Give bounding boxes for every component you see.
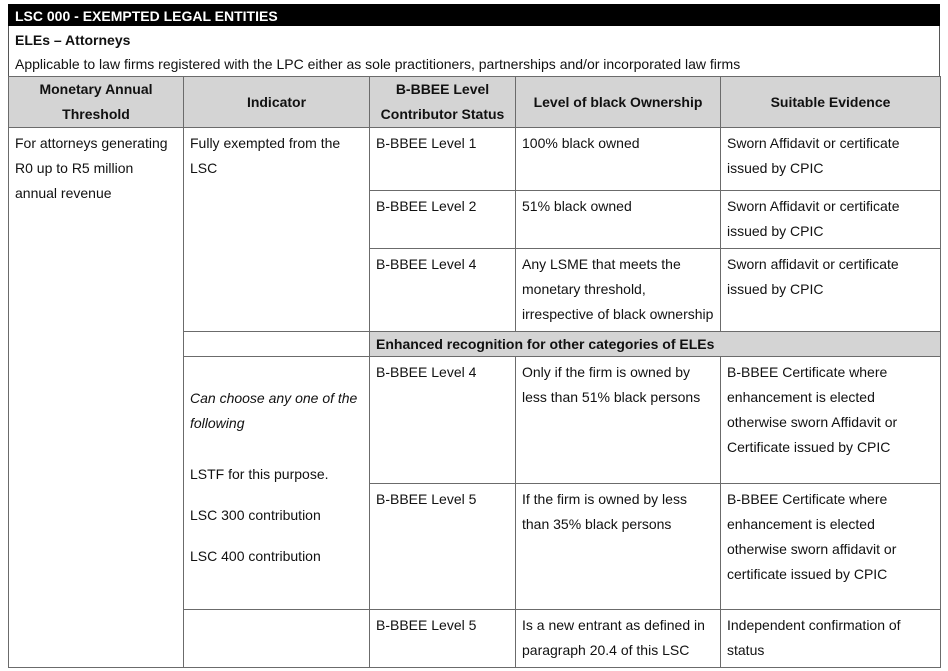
table-header-row: [9, 77, 941, 128]
enhanced-heading: Enhanced recognition for other categories of ELEs: [370, 332, 941, 357]
blank-cell: [184, 610, 370, 668]
evidence-cell: Sworn affidavit or certificate issued by CPIC: [721, 249, 941, 332]
ele-intro: [8, 26, 940, 76]
ownership-cell: Any LSME that meets the monetary threshold, irrespective of black ownership: [516, 249, 721, 332]
status-cell: B-BBEE Level 5: [370, 484, 516, 610]
document: [8, 4, 940, 668]
threshold-cell: For attorneys generating R0 up to R5 million annual revenue: [9, 128, 184, 668]
ele-table: [8, 76, 941, 668]
evidence-cell: B-BBEE Certificate where enhancement is elected otherwise sworn affidavit or certificate issued by CPIC: [721, 484, 941, 610]
status-cell: B-BBEE Level 4: [370, 249, 516, 332]
header-evidence: Suitable Evidence: [721, 77, 941, 128]
header-ownership: Level of black Ownership: [516, 77, 721, 128]
ownership-cell: 100% black owned: [516, 128, 721, 191]
table-row: [9, 128, 941, 191]
status-cell: B-BBEE Level 2: [370, 191, 516, 249]
header-threshold: Monetary Annual Threshold: [9, 77, 184, 128]
indicator-option: LSC 400 contribution: [190, 548, 321, 564]
status-cell: B-BBEE Level 1: [370, 128, 516, 191]
evidence-cell: Sworn Affidavit or certificate issued by CPIC: [721, 128, 941, 191]
evidence-cell: Sworn Affidavit or certificate issued by CPIC: [721, 191, 941, 249]
indicator-exempt-cell: Fully exempted from the LSC: [184, 128, 370, 332]
evidence-cell: B-BBEE Certificate where enhancement is elected otherwise sworn Affidavit or Certificate issued by CPIC: [721, 357, 941, 484]
indicator-choose-text: Can choose any one of the following: [190, 390, 358, 431]
evidence-cell: Independent confirmation of status: [721, 610, 941, 668]
section-title: LSC 000 - EXEMPTED LEGAL ENTITIES: [8, 4, 940, 26]
indicator-options-cell: [184, 357, 370, 610]
header-status: B-BBEE Level Contributor Status: [370, 77, 516, 128]
ownership-cell: If the firm is owned by less than 35% black persons: [516, 484, 721, 610]
blank-cell: [184, 332, 370, 357]
indicator-option: LSC 300 contribution: [190, 507, 321, 523]
ownership-cell: 51% black owned: [516, 191, 721, 249]
ownership-cell: Only if the firm is owned by less than 51% black persons: [516, 357, 721, 484]
ele-heading: ELEs – Attorneys: [15, 32, 131, 48]
status-cell: B-BBEE Level 4: [370, 357, 516, 484]
ele-description: Applicable to law firms registered with the LPC either as sole practitioners, partnerships and/or incorporated law firms: [15, 56, 741, 72]
ownership-cell: Is a new entrant as defined in paragraph 20.4 of this LSC: [516, 610, 721, 668]
indicator-option: LSTF for this purpose.: [190, 466, 329, 482]
status-cell: B-BBEE Level 5: [370, 610, 516, 668]
header-indicator: Indicator: [184, 77, 370, 128]
